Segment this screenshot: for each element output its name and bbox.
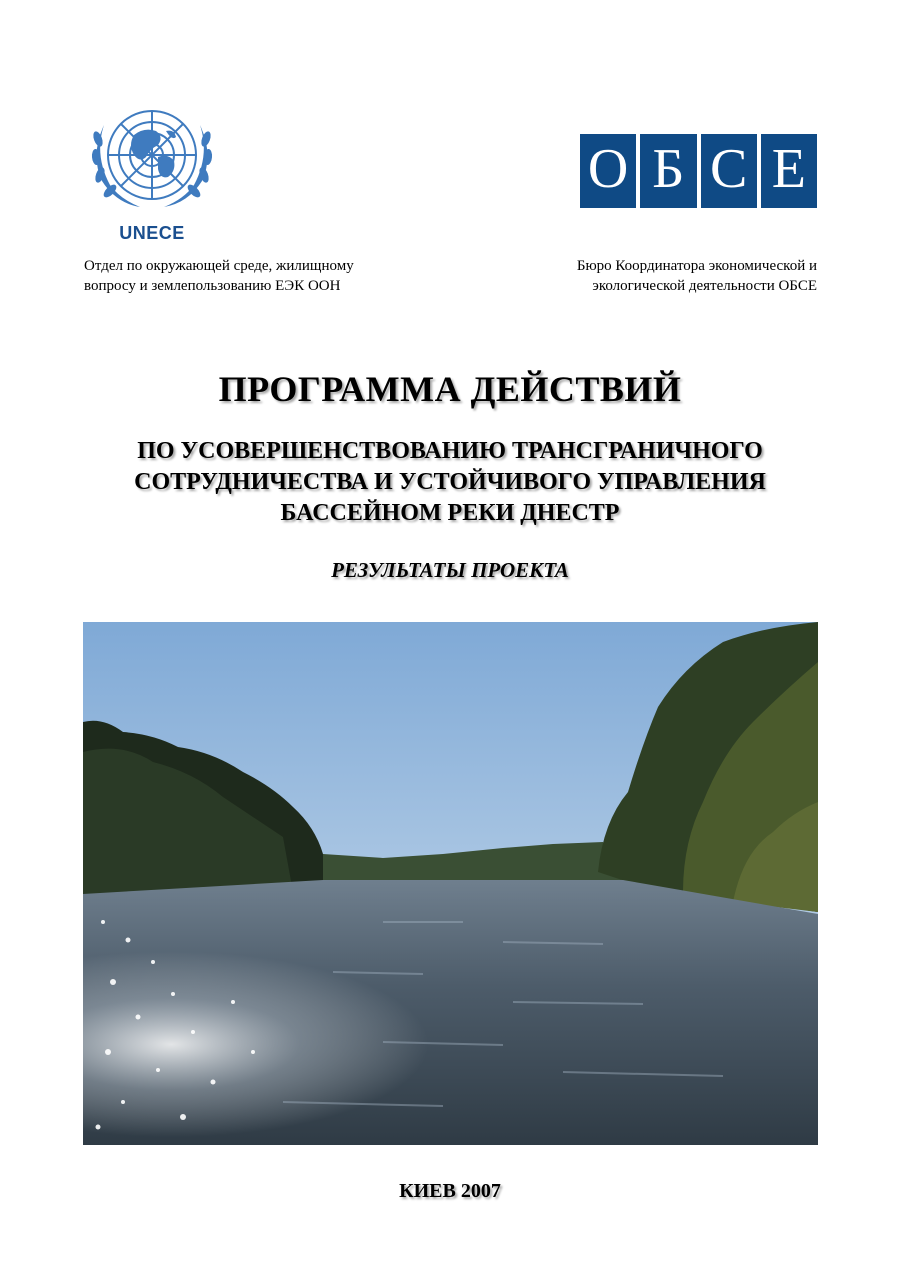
caption-line: Отдел по окружающей среде, жилищному — [84, 258, 354, 274]
river-photo — [83, 622, 818, 1145]
document-title: ПРОГРАММА ДЕЙСТВИЙ — [218, 369, 682, 409]
osce-office-caption — [470, 256, 817, 296]
osce-letter: С — [701, 134, 757, 208]
caption-line: экологической деятельности ОБСЕ — [592, 278, 817, 294]
unece-logo — [82, 95, 222, 245]
unece-wordmark: UNECE — [119, 223, 185, 243]
unece-department-caption — [84, 256, 444, 296]
osce-letter: О — [580, 134, 636, 208]
subtitle-line: БАССЕЙНОМ РЕКИ ДНЕСТР — [280, 500, 620, 526]
osce-logo — [580, 134, 817, 208]
osce-letter: Е — [761, 134, 817, 208]
osce-letter: Б — [640, 134, 696, 208]
caption-line: вопросу и землепользованию ЕЭК ООН — [84, 278, 341, 294]
footer-city-year: КИЕВ 2007 — [399, 1180, 501, 1202]
un-emblem-icon — [82, 95, 222, 220]
subtitle-line: СОТРУДНИЧЕСТВА И УСТОЙЧИВОГО УПРАВЛЕНИЯ — [134, 469, 766, 495]
document-subtitle — [60, 436, 840, 529]
caption-line: Бюро Координатора экономической и — [576, 258, 817, 274]
subtitle-line: ПО УСОВЕРШЕНСТВОВАНИЮ ТРАНСГРАНИЧНОГО — [137, 438, 763, 464]
results-label: РЕЗУЛЬТАТЫ ПРОЕКТА — [331, 558, 569, 582]
